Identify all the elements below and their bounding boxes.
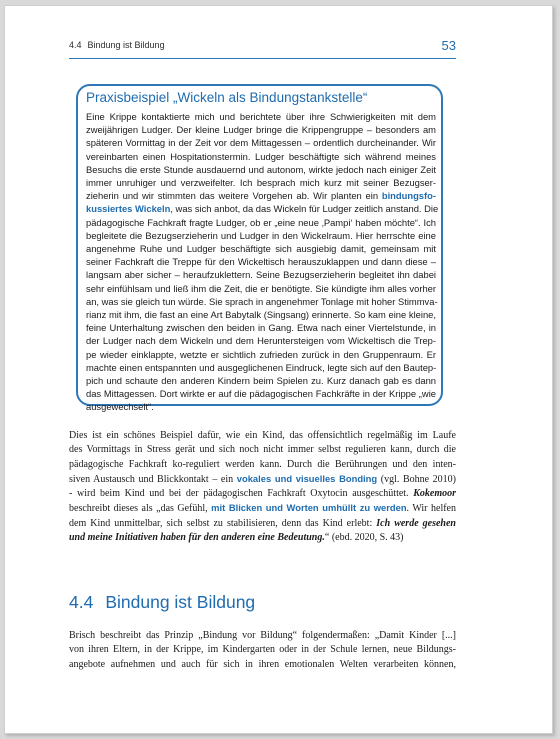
running-header: [69, 38, 456, 54]
box-line: pich und schaute den anderen Kindern beim Spielen zu. Kurz danach gab es dann: [86, 375, 436, 387]
body-line: [69, 501, 456, 516]
section-line: von ihren Eltern, in der Krippe, im Kindergarten oder in der Schule lernen, neue Bildungs-: [69, 644, 456, 656]
section-line: Brisch beschreibt das Prinzip „Bindung vor Bildung“ folgendermaßen: „Damit Kinder [...]: [69, 630, 456, 641]
box-line-part: , was sich anbot, da das Wickeln für Ludger zeitlich anstand. Die: [170, 203, 439, 215]
quote-italic: und meine Initiativen haben für den anderen eine Bedeutung.: [69, 532, 325, 544]
practice-example-title: Praxisbeispiel „Wickeln als Bindungstankstelle“: [86, 90, 368, 105]
box-line: das Mittagessen. Dort wirkte er auf die pädagogischen Fachkräfte in der Krippe „wie: [86, 388, 436, 400]
highlight-bonding: vokales und visuelles Bonding: [236, 472, 378, 484]
body-line-part: dem Kind unmittelbar, sich selbst zu stabilisieren, denn das Kind erlebt:: [69, 517, 377, 529]
box-line-part: zieherin und wir stimmten das weitere Vorgehen ab. Wir planten ein: [86, 190, 382, 202]
box-line: [86, 189, 436, 202]
section-paragraph: [69, 629, 456, 672]
body-line-part: (vgl. Bohne 2010): [377, 473, 457, 485]
box-line: immer unruhiger und verzweifelter. Ich besprach mich kurz mit seiner Bezugser-: [86, 177, 436, 189]
author-kokemoor: Kokemoor: [413, 488, 456, 500]
body-paragraph: [69, 429, 456, 545]
practice-example-text: [86, 110, 439, 414]
body-line: pädagogische Fachkraft ko-reguliert werden kann. Durch die Berührungen und den inten-: [69, 458, 456, 470]
box-line: rianz mit ihm, die fast an eine Art Babytalk (Singsang) erinnerte. So kam eine kleine,: [86, 309, 436, 321]
box-line: sehr einfühlsam und ließ ihm die Zeit, die er benötigte. Sie kündigte ihm alles vorher: [86, 282, 436, 294]
highlight-bindungsfokussiertes: bindungsfo-: [381, 190, 436, 202]
box-line: angenehme Ruhe und Ludger beschäftigte sich ausgiebig damit, gemeinsam mit: [86, 243, 436, 255]
box-line: seiner Fachkraft die Treppe für den Wickeltisch herauszuklappen und dann diese –: [86, 256, 436, 268]
quote-italic: Ich werde gesehen: [376, 517, 456, 529]
body-line: [69, 472, 456, 487]
body-line-part: - wird beim Kind und bei der pädagogischen Fachkraft Oxytocin ausgeschüttet.: [69, 488, 414, 500]
highlight-umhuellt: mit Blicken und Worten umhüllt zu werden: [211, 502, 407, 514]
highlight-wickeln: kussiertes Wickeln: [86, 203, 171, 215]
running-header-number: 4.4: [69, 40, 82, 50]
box-line: langsam aber sicher – heraufzuklettern. Seine Bezugserzieherin begleitet ihn dabei: [86, 269, 436, 281]
box-line: pe wieder einklappte, wetzte er sichtlich zufrieden zurück in den Gruppenraum. Er: [86, 348, 436, 360]
body-line: [69, 531, 456, 545]
page-number: 53: [441, 38, 456, 53]
box-line: Eine Krippe kontaktierte mich und berichtete über ihre Schwierigkeiten mit dem: [86, 111, 436, 122]
box-line: feine Unterhaltung zwischen den beiden in Gang. Etwa nach einer Viertelstunde, in: [86, 322, 436, 334]
box-line: vereinbarten einen Hospitationstermin. Ludger beschäftigte sich während meines: [86, 150, 436, 162]
body-line-part: beschreibt dieses als „das Gefühl,: [69, 503, 212, 515]
section-heading: [69, 592, 255, 613]
body-line-part: . Wir helfen: [406, 503, 456, 515]
box-line: zweijährigen Ludger. Der kleine Ludger bringe die Krippengruppe – besonders am: [86, 124, 436, 136]
section-heading-title: Bindung ist Bildung: [105, 592, 256, 612]
body-line: Dies ist ein schönes Beispiel dafür, wie ein Kind, das offensichtlich regelmäßig im Laufe: [69, 430, 456, 441]
section-heading-number: 4.4: [69, 592, 94, 612]
body-line-part: “ (ebd. 2020, S. 43): [324, 532, 404, 544]
running-header-section: [69, 40, 165, 50]
body-line: des Vormittags in Stress gerät und sich noch nicht immer selbst regulieren kann, durch die: [69, 444, 456, 456]
header-rule: [69, 58, 456, 59]
section-line: angebote aufnehmen und auch für sich in ihren emotionalen Welten verarbeiten können,: [69, 658, 456, 670]
box-line: pädagogische Fachkraft fragte Ludger, ob er „eine neue ‚Pampi‘ haben möchte“. Ich: [86, 216, 436, 228]
box-line: Besuchs die erste Stunde ausdauernd und autonom, wirkte jedoch nach einiger Zeit: [86, 163, 436, 175]
box-line: machte einen entspannten und ausgeglichenen Eindruck, legte sich auf den Bautep-: [86, 361, 437, 373]
running-header-title: Bindung ist Bildung: [87, 40, 165, 50]
box-line: der Ludger nach dem Wickeln und dem Heruntersteigen vom Wickeltisch die Trep-: [86, 335, 436, 347]
body-line: [69, 517, 456, 531]
box-line: späteren Vormittag in der Zeit vor dem Mittagessen – ordentlich durcheinander. Wir: [86, 137, 436, 149]
box-line: an, was sie gleich tun würde. Sie sprach in angenehmer Tonlage mit hoher Stimmva-: [86, 295, 438, 307]
body-line: [69, 487, 456, 501]
box-line: begleitete die Bezugserzieherin und Ludger in den Wickelraum. Hier herrschte eine: [86, 229, 436, 241]
box-line: ausgewechselt“.: [86, 401, 154, 413]
body-line-part: siven Austausch und Blickkontakt – ein: [69, 473, 237, 485]
box-line: [86, 202, 439, 215]
